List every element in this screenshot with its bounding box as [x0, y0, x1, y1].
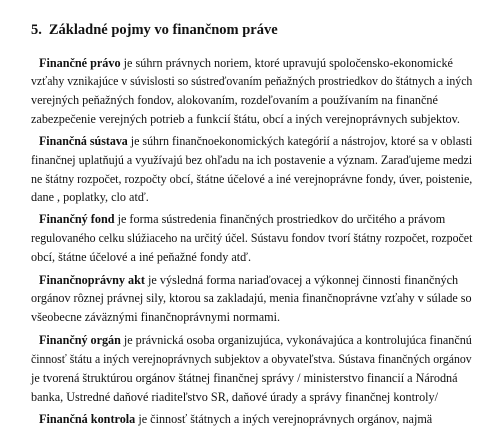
- paragraph-financne-pravo-line-1: Finančné právo je súhrn právnych noriem, ktoré upravujú spoločensko-ekonomické: [39, 56, 453, 70]
- paragraph-financny-organ-line-2: činnosť štátu a iných verejnoprávnych subjektov a obyvateľstva. Sústava finančných orgánov: [31, 352, 472, 366]
- paragraph-financna-sustava-line-2: finančnej uplatňujú a využívajú bez ohľadu na ich postavenie a význam. Zaraďujeme medzi: [31, 153, 473, 167]
- paragraph-financny-fond-line-3: obcí, štátne účelové a iné peňažné fondy atď.: [31, 250, 252, 264]
- paragraph-financny-fond-line-1: Finančný fond je forma sústredenia finančných prostriedkov do určitého a právom: [39, 212, 446, 226]
- paragraph-financna-sustava-line-4: dane , poplatky, clo atď.: [31, 190, 149, 204]
- paragraph-financne-pravo-line-4: zabezpečenie verejných potrieb a funkcií štátu, obcí a iných verejnoprávnych subjektov.: [31, 112, 460, 126]
- paragraph-financna-kontrola-line-1: Finančná kontrola je činnosť štátnych a iných verejnoprávnych orgánov, najmä: [39, 412, 433, 426]
- paragraph-financnopravny-akt-line-2: orgánov rôznej právnej sily, ktorou sa zakladajú, menia finančnoprávne vzťahy v súlade so: [31, 291, 472, 305]
- paragraph-financne-pravo-line-2: vzťahy vznikajúce v súvislosti so sústreďovaním peňažných prostriedkov do štátnych a iných: [31, 74, 473, 88]
- paragraph-financna-sustava-line-1: Finančná sústava je súhrn finančnoekonomických kategórií a nástrojov, ktoré sa v oblasti: [39, 134, 473, 148]
- section-title: Základné pojmy vo finančnom práve: [48, 22, 278, 38]
- paragraph-financna-sustava-line-3: ne štátny rozpočet, rozpočty obcí, štátne účelové a iné verejnoprávne fondy, úver, poistenie,: [31, 172, 473, 186]
- term-financny-organ: Finančný orgán: [39, 333, 121, 347]
- paragraph-financnopravny-akt-line-1: Finančnoprávny akt je výsledná forma nariaďovacej a výkonnej činnosti finančných: [39, 273, 459, 287]
- term-financne-pravo: Finančné právo: [39, 56, 121, 70]
- paragraph-financny-organ-line-4: banka, Ustredné daňové riaditeľstvo SR, daňové úrady a správy finančnej kontroly/: [31, 390, 439, 404]
- paragraph-financny-fond-line-2: regulovaného celku slúžiaceho na určitý účel. Sústavu fondov tvorí štátny rozpočet, rozpočet: [31, 231, 473, 245]
- term-financnopravny-akt: Finančnoprávny akt: [39, 273, 145, 287]
- section-heading: [31, 21, 278, 39]
- paragraph-financnopravny-akt-line-3: všeobecne záväznými finančnoprávnymi normami.: [31, 310, 281, 324]
- paragraph-financny-organ-line-3: je tvorená štruktúrou orgánov štátnej finančnej správy / ministerstvo financií a Národná: [31, 371, 458, 385]
- term-financna-sustava: Finančná sústava: [39, 134, 128, 148]
- term-financny-fond: Finančný fond: [39, 212, 115, 226]
- paragraph-financne-pravo-line-3: verejných peňažných fondov, alokovaním, rozdeľovaním a používaním na finančné: [31, 93, 438, 107]
- section-number: 5.: [31, 22, 42, 38]
- term-financna-kontrola: Finančná kontrola: [39, 412, 136, 426]
- paragraph-financny-organ-line-1: Finančný orgán je právnická osoba organizujúca, vykonávajúca a kontrolujúca finančnú: [39, 333, 472, 347]
